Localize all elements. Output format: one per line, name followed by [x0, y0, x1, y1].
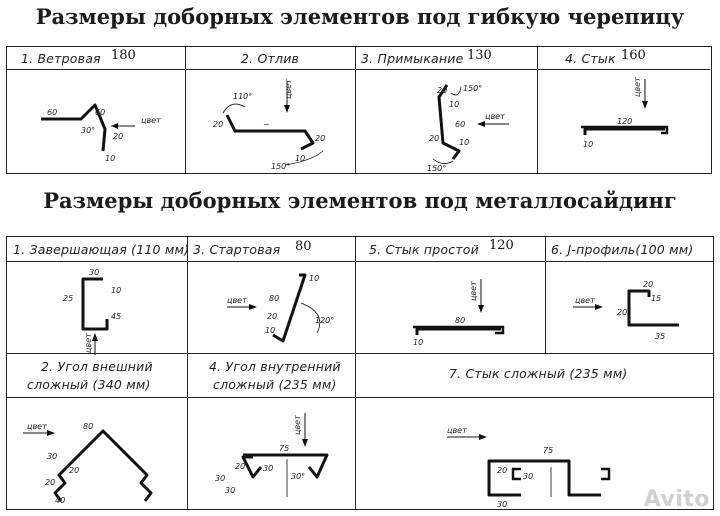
outer-corner-profile-drawing: [7, 397, 187, 509]
dim-label: 10: [449, 100, 460, 109]
dim-label: 45: [111, 312, 122, 321]
roof-item-abutment: [355, 47, 537, 173]
dim-label: 20: [429, 134, 440, 143]
simple-joint-profile-drawing: [355, 261, 545, 353]
dim-label: цвет: [575, 296, 595, 305]
dim-label: 20: [69, 466, 80, 475]
item-caption-line2: сложный (235 мм): [213, 377, 337, 392]
dim-label: 20: [267, 312, 278, 321]
dim-label: 10: [583, 140, 594, 149]
starter-profile-drawing: [187, 261, 355, 353]
dim-label: 10: [295, 154, 306, 163]
item-size: 160: [621, 48, 646, 63]
siding-item-inner-corner: [187, 353, 355, 509]
j-profile-drawing: [545, 261, 713, 353]
dim-label: 30°: [291, 472, 306, 481]
dim-label: цвет: [141, 116, 161, 125]
dim-label: 30: [47, 452, 58, 461]
dim-label: 20: [617, 308, 628, 317]
item-caption: 3. Стартовая: [193, 242, 281, 257]
dim-label: 80: [269, 294, 280, 303]
roof-item-drip-edge: [185, 47, 355, 173]
dim-label: 20: [315, 134, 326, 143]
dim-label: цвет: [633, 77, 642, 97]
dim-label: 30°: [81, 126, 96, 135]
item-caption-line2: сложный (340 мм): [27, 377, 151, 392]
dim-label: 10: [309, 274, 320, 283]
item-size: 120: [489, 238, 514, 253]
dim-label: 80: [83, 422, 94, 431]
siding-table: [6, 236, 714, 510]
dim-label: цвет: [293, 415, 302, 435]
dim-label: 150°: [463, 84, 483, 93]
dim-label: 10: [459, 138, 470, 147]
dim-label: 30: [89, 268, 100, 277]
dim-label: 15: [651, 294, 662, 303]
siding-item-starter: [187, 237, 355, 353]
siding-item-j-profile: [545, 237, 713, 353]
roof-item-windbar: [7, 47, 185, 173]
dim-label: 60: [455, 120, 466, 129]
dim-label: 80: [455, 316, 466, 325]
siding-section-title: Размеры доборных элементов под металлосайдинг: [43, 188, 677, 213]
dim-label: 60: [47, 108, 58, 117]
siding-item-complex-joint: [355, 353, 713, 509]
item-caption: 1. Завершающая (110 мм): [13, 242, 190, 257]
dim-label: 10: [265, 326, 276, 335]
dim-label: 20: [437, 86, 448, 95]
dim-label: 60: [95, 108, 106, 117]
dim-label: 120°: [315, 316, 335, 325]
dim-label: 10: [105, 154, 116, 163]
dim-label: цвет: [469, 281, 478, 301]
dim-label: 30: [523, 472, 534, 481]
item-caption-line1: 2. Угол внешний: [41, 359, 153, 374]
item-caption-line1: 7. Стык сложный (235 мм): [449, 366, 628, 381]
windbar-profile-drawing: [7, 69, 185, 173]
siding-item-outer-corner: [7, 353, 187, 509]
dim-label: цвет: [284, 79, 293, 99]
dim-label: 25: [63, 294, 74, 303]
dim-label: 10: [111, 286, 122, 295]
dim-label: 150°: [427, 164, 447, 173]
dim-label: 10: [413, 338, 424, 347]
dim-label: 30: [497, 500, 508, 509]
dim-label: 20: [235, 462, 246, 471]
dim-label: 20: [113, 132, 124, 141]
item-caption: 2. Отлив: [241, 51, 300, 66]
dim-label: цвет: [27, 422, 47, 431]
item-size: 180: [111, 48, 136, 63]
item-caption-line1: 4. Угол внутренний: [209, 359, 341, 374]
item-size: 80: [295, 239, 312, 254]
item-caption: 6. J-профиль(100 мм): [551, 242, 694, 257]
dim-label: 120: [617, 117, 633, 126]
dim-label: 30: [215, 474, 226, 483]
dim-label: ~: [263, 120, 270, 129]
item-caption: 3. Примыкание: [361, 51, 464, 66]
dim-label: цвет: [447, 426, 467, 435]
dim-label: цвет: [227, 296, 247, 305]
roof-table: [6, 46, 712, 174]
item-caption: 1. Ветровая: [21, 51, 101, 66]
dim-label: 30: [225, 486, 236, 495]
siding-item-finishing: [7, 237, 190, 353]
joint-profile-drawing: [537, 69, 711, 173]
item-size: 130: [467, 48, 492, 63]
dim-label: цвет: [485, 112, 505, 121]
drip-edge-profile-drawing: [185, 69, 355, 173]
dim-label: 110°: [233, 92, 253, 101]
finishing-profile-drawing: [7, 261, 187, 353]
dim-label: 20: [213, 120, 224, 129]
inner-corner-profile-drawing: [187, 397, 355, 509]
roof-section-title: Размеры доборных элементов под гибкую черепицу: [35, 4, 685, 29]
dim-label: 40: [55, 496, 66, 505]
dim-label: 30: [263, 464, 274, 473]
dim-label: 20: [497, 466, 508, 475]
item-caption: 5. Стык простой: [369, 242, 479, 257]
siding-item-simple-joint: [355, 237, 545, 353]
dim-label: 75: [279, 444, 290, 453]
dim-label: 20: [45, 478, 56, 487]
dim-label: 20: [643, 280, 654, 289]
dim-label: 35: [655, 332, 666, 341]
roof-item-joint: [537, 47, 711, 173]
abutment-profile-drawing: [355, 69, 537, 173]
dim-label: 150°: [271, 162, 291, 171]
item-caption: 4. Стык: [565, 51, 616, 66]
avito-watermark: Avito: [643, 487, 710, 512]
dim-label: 75: [543, 446, 554, 455]
dim-label: цвет: [84, 333, 93, 353]
